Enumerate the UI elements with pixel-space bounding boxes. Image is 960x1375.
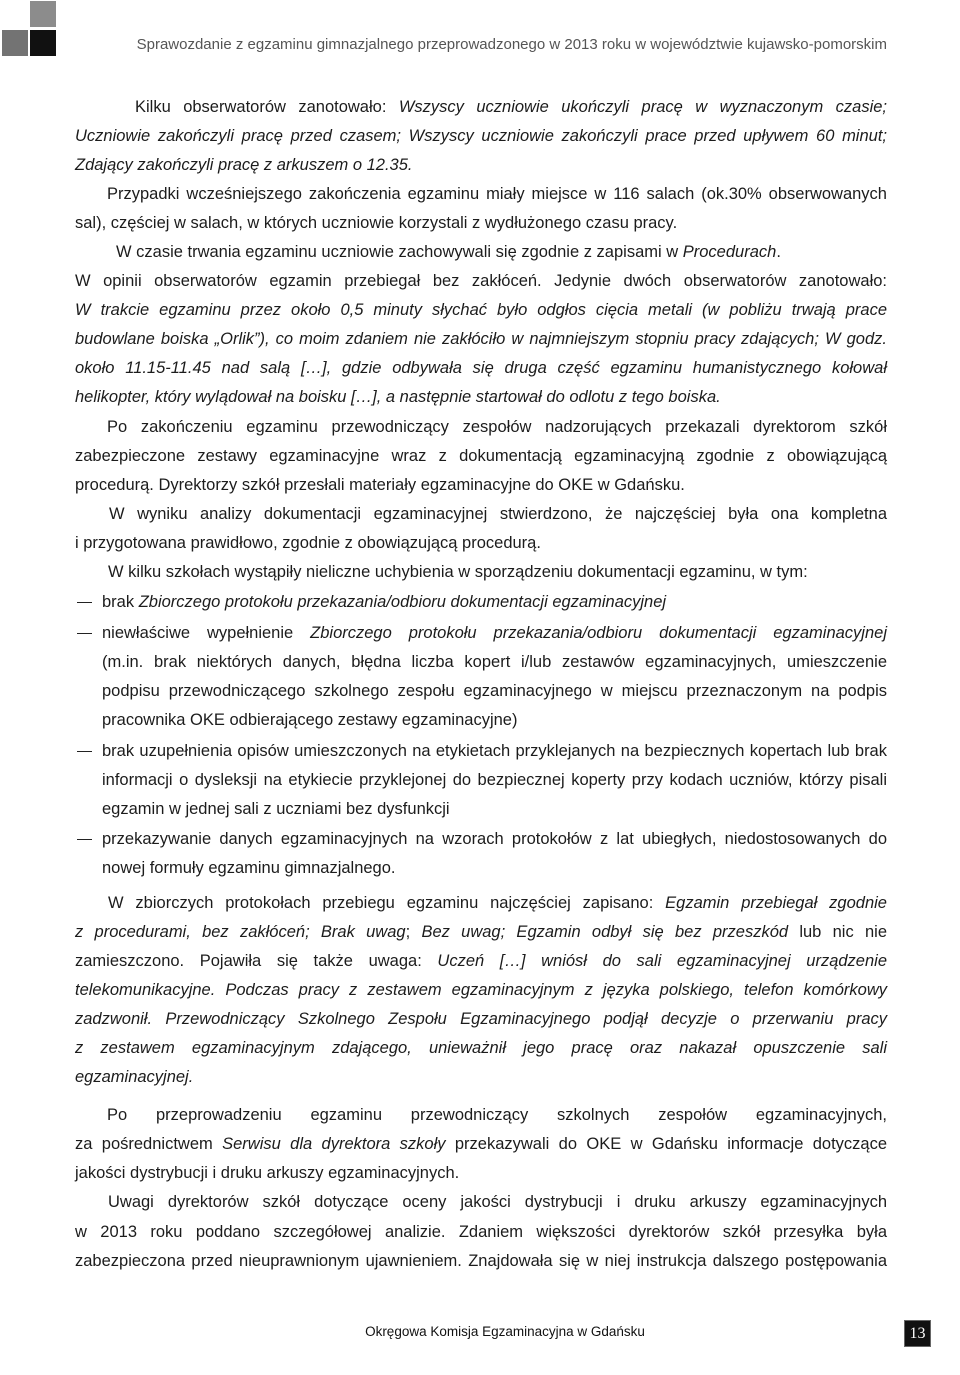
text-run: pracownika OKE odbierającego zestawy egzaminacyjne) — [102, 710, 518, 729]
paragraph-early-finish-notes — [75, 93, 887, 180]
text-run: w 2013 roku poddano szczegółowej analizie. Zdaniem większości dyrektorów szkół przesyłka była — [75, 1222, 887, 1241]
quoted-note: Bez uwag; Egzamin odbył się bez przeszkód — [421, 922, 789, 941]
quoted-note: około 11.15-11.45 nad salą […], gdzie odbywała się druga część egzaminu humanistycznego kołował — [75, 359, 887, 378]
text-run: W opinii obserwatorów egzamin przebiegał bez zakłóceń. Jedynie dwóch obserwatorów zanotowało: — [75, 272, 887, 291]
text-run: ; — [405, 922, 422, 941]
text-line — [75, 529, 887, 558]
text-line — [75, 1063, 887, 1092]
list-bullet — [77, 602, 92, 603]
text-line — [75, 122, 887, 151]
logo-square-dark — [30, 30, 56, 56]
paragraph-principal-service — [75, 1101, 887, 1188]
quoted-note: egzaminacyjnej. — [75, 1068, 194, 1087]
text-line — [75, 706, 887, 735]
text-run: informacji o dysleksji na etykiecie przyklejonej do bezpiecznej koperty przy kodach uczniów, którzy pisali — [102, 770, 887, 789]
text-line — [75, 296, 887, 325]
paragraph-student-conduct — [75, 238, 887, 267]
text-line — [75, 766, 887, 795]
text-line — [75, 1159, 887, 1188]
quoted-note: zadzwonił. Przewodniczący Szkolnego Zespołu Egzaminacyjnego podjął decyzje o przerwaniu pracy — [75, 1009, 887, 1028]
paragraph-protocol-entries — [75, 889, 887, 1093]
text-line — [75, 737, 887, 766]
text-run: brak uzupełnienia opisów umieszczonych na etykietach przyklejanych na bezpiecznych kopertach lub brak — [102, 741, 887, 760]
italic-term: Zbiorczego protokołu przekazania/odbioru dokumentacji egzaminacyjnej — [138, 593, 667, 612]
paragraph-materials-handover — [75, 413, 887, 500]
text-run: W zbiorczych protokołach przebiegu egzaminu najczęściej zapisano: — [108, 893, 666, 912]
text-line — [75, 151, 887, 180]
text-run: Przypadki wcześniejszego zakończenia egzaminu miały miejsce w 116 salach (ok.30% obserwowanych — [107, 184, 887, 203]
paragraph-irregularities-intro — [75, 558, 887, 587]
text-run: Po przeprowadzeniu egzaminu przewodniczący szkolnych zespołów egzaminacyjnych, — [107, 1106, 887, 1125]
quoted-note: Uczniowie zakończyli pracę przed czasem; Wszyscy uczniowie zakończyli prace przed upływem 60 minut; — [75, 126, 887, 145]
text-line — [75, 383, 887, 412]
text-line — [75, 325, 887, 354]
text-run: nowej formuły egzaminu gimnazjalnego. — [102, 859, 396, 878]
list-item — [75, 588, 887, 617]
text-run: egzamin w jednej sali z uczniami bez dysfunkcji — [102, 799, 450, 818]
text-line — [75, 238, 887, 267]
text-line — [75, 588, 887, 617]
quoted-note: W trakcie egzaminu przez około 0,5 minuty słychać było odgłos cięcia metali (w pobliżu trwają prace — [75, 301, 887, 320]
text-line — [75, 648, 887, 677]
text-run: W kilku szkołach wystąpiły nieliczne uchybienia w sporządzeniu dokumentacji egzaminu, w tym: — [108, 563, 808, 581]
text-run: zabezpieczone zestawy egzaminacyjne wraz z dokumentacją egzaminacyjną zgodnie z obowiązującą — [75, 446, 887, 465]
text-line — [75, 1247, 887, 1276]
text-run: i przygotowana prawidłowo, zgodnie z obowiązującą procedurą. — [75, 533, 541, 552]
text-line — [75, 1034, 887, 1063]
quoted-note: budowlane boiska „Orlik”), co moim zdaniem nie zakłóciło w najmniejszym stopniu pracy zdających; W godz. — [75, 330, 887, 349]
quoted-note: Wszyscy uczniowie ukończyli pracę w wyznaczonym czasie; — [398, 97, 887, 116]
text-line — [75, 947, 887, 976]
logo-square-top — [30, 1, 56, 27]
paragraph-early-finish-cases — [75, 180, 887, 238]
text-run: lub nic nie — [788, 922, 887, 941]
list-bullet — [77, 633, 92, 634]
text-run: zabezpieczona przed nieuprawnionym ujawnieniem. Znajdowała się w niej instrukcja dalszego postępowania — [75, 1251, 887, 1270]
paragraph-principal-remarks — [75, 1188, 887, 1275]
quoted-note: telekomunikacyjne. Podczas pracy z zestawem egzaminacyjnym z języka polskiego, telefon komórkowy — [75, 980, 887, 999]
text-line — [75, 93, 887, 122]
text-run: zamieszczono. Pojawiła się także uwaga: — [75, 951, 438, 970]
logo-square-left — [2, 30, 28, 56]
text-run: W wyniku analizy dokumentacji egzaminacyjnej stwierdzono, że najczęściej była ona kompletna — [109, 504, 887, 523]
text-line — [75, 889, 887, 918]
text-line — [75, 209, 887, 238]
text-line — [75, 558, 887, 587]
text-line — [75, 1101, 887, 1130]
list-item — [75, 825, 887, 883]
page-number: 13 — [904, 1320, 931, 1347]
text-line — [75, 677, 887, 706]
text-line — [75, 267, 887, 296]
text-run: W czasie trwania egzaminu uczniowie zachowywali się zgodnie z zapisami w — [116, 242, 683, 261]
paragraph-documentation-analysis — [75, 500, 887, 558]
quoted-note: Egzamin przebiegał zgodnie — [665, 893, 887, 912]
text-line — [75, 918, 887, 947]
quoted-note: z zestawem egzaminacyjnym zdającego, unieważnił jego pracę oraz nakazał opuszczenie sali — [75, 1039, 887, 1057]
text-line — [75, 413, 887, 442]
text-line — [75, 1218, 887, 1247]
text-run: procedurą. Dyrektorzy szkół przesłali materiały egzaminacyjne do OKE w Gdańsku. — [75, 475, 685, 494]
list-bullet — [77, 751, 92, 752]
text-run: przekazywali do OKE w Gdańsku informacje dotyczące — [445, 1135, 888, 1154]
italic-term: Zbiorczego protokołu przekazania/odbioru dokumentacji egzaminacyjnej — [310, 623, 887, 642]
text-line — [75, 1130, 887, 1159]
running-header: Sprawozdanie z egzaminu gimnazjalnego przeprowadzonego w 2013 roku w województwie kujawsko-pomorskim — [136, 36, 887, 53]
text-run: za pośrednictwem — [75, 1135, 223, 1154]
text-line — [75, 619, 887, 648]
text-line — [75, 1005, 887, 1034]
text-line — [75, 354, 887, 383]
document-body — [75, 93, 887, 1276]
text-run: podpisu przewodniczącego szkolnego zespołu egzaminacyjnego w miejscu przeznaczonym na podpis — [102, 681, 887, 700]
text-run: Kilku obserwatorów zanotowało: — [135, 97, 399, 116]
text-run: . — [776, 242, 781, 261]
footer-institution: Okręgowa Komisja Egzaminacyjna w Gdańsku — [365, 1324, 645, 1339]
list-item — [75, 619, 887, 735]
text-line — [75, 180, 887, 209]
list-bullet — [77, 839, 92, 840]
text-line — [75, 795, 887, 824]
text-line — [75, 500, 887, 529]
text-line — [75, 976, 887, 1005]
text-line — [75, 442, 887, 471]
italic-term: Serwisu dla dyrektora szkoły — [222, 1135, 446, 1154]
text-run: (m.in. brak niektórych danych, błędna liczba kopert i/lub zestawów egzaminacyjnych, umieszczenie — [102, 652, 887, 671]
text-run: jakości dystrybucji i druku arkuszy egzaminacyjnych. — [75, 1164, 460, 1183]
text-run: przekazywanie danych egzaminacyjnych na wzorach protokołów z lat ubiegłych, niedostosowanych do — [102, 830, 887, 849]
quoted-note: helikopter, który wylądował na boisku […], a następnie startował do odlotu z tego boiska. — [75, 388, 721, 407]
text-line — [75, 854, 887, 883]
quoted-note: Uczeń […] wniósł do sali egzaminacyjnej urządzenie — [437, 951, 887, 970]
text-line — [75, 825, 887, 854]
text-run: Uwagi dyrektorów szkół dotyczące oceny jakości dystrybucji i druku arkuszy egzaminacyjnych — [108, 1193, 887, 1212]
text-line — [75, 1188, 887, 1217]
italic-term: Procedurach — [682, 242, 777, 261]
text-run: niewłaściwe wypełnienie — [102, 623, 311, 642]
list-item — [75, 737, 887, 824]
text-run: brak — [102, 593, 139, 612]
quoted-note: Zdający zakończyli pracę z arkuszem o 12.35. — [75, 155, 413, 174]
text-run: Po zakończeniu egzaminu przewodniczący zespołów nadzorujących przekazali dyrektorom szkół — [107, 417, 887, 436]
quoted-note: z procedurami, bez zakłóceń; Brak uwag — [75, 922, 406, 941]
text-run: sal), częściej w salach, w których uczniowie korzystali z wydłużonego czasu pracy. — [75, 213, 678, 232]
text-line — [75, 471, 887, 500]
paragraph-observer-opinion — [75, 267, 887, 412]
